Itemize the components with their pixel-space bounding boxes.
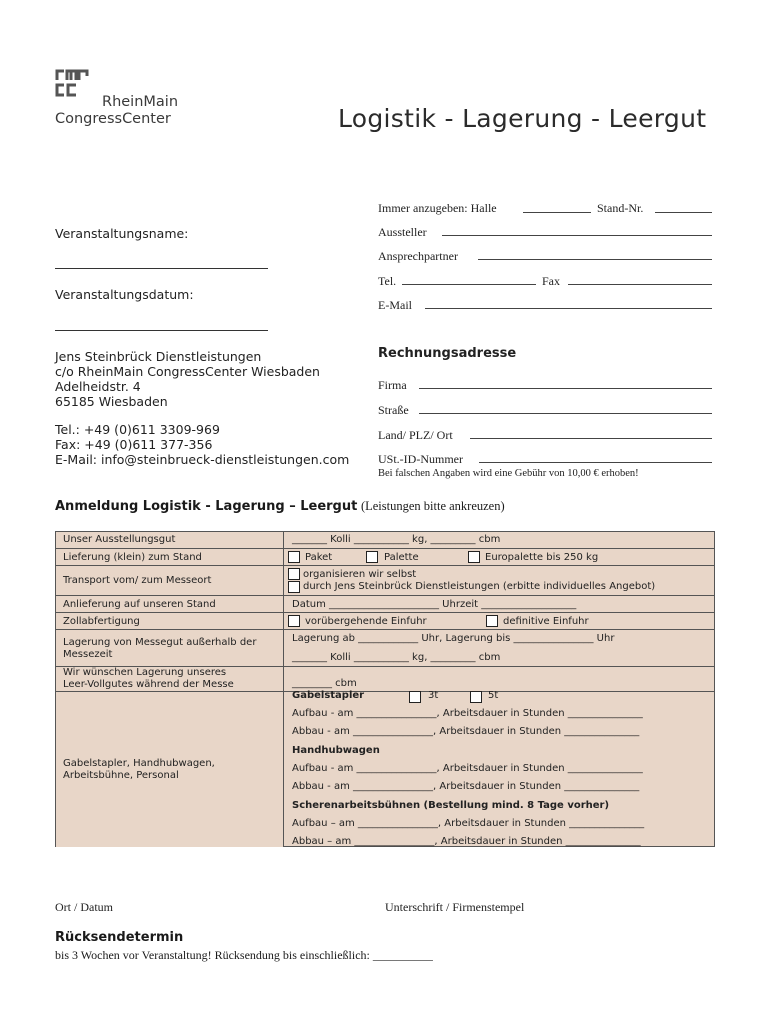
- event-date-label: Veranstaltungsdatum:: [55, 287, 194, 302]
- row-label-line2: Messezeit: [63, 649, 113, 660]
- strasse-field[interactable]: [419, 413, 712, 414]
- table-row: [56, 548, 714, 565]
- definitive-import-checkbox[interactable]: [486, 615, 498, 627]
- service-address: [55, 349, 320, 409]
- fax-field[interactable]: [568, 284, 712, 285]
- definitive-import-label: definitive Einfuhr: [503, 616, 589, 627]
- palette-checkbox[interactable]: [366, 551, 378, 563]
- stand-label: Stand-Nr.: [597, 201, 644, 215]
- temporary-import-label: vorübergehende Einfuhr: [305, 616, 427, 627]
- forklift-setup-field[interactable]: Aufbau - am ________________, Arbeitsdauer in Stunden _______________: [292, 708, 643, 719]
- land-field[interactable]: [470, 438, 712, 439]
- storage-volume-field[interactable]: _______ Kolli ___________ kg, _________ cbm: [292, 652, 501, 663]
- registration-title: Anmeldung Logistik - Lagerung – Leergut: [55, 499, 358, 514]
- address-line1: Jens Steinbrück Dienstleistungen: [55, 349, 262, 364]
- event-date-field[interactable]: [55, 330, 268, 331]
- stand-field[interactable]: [655, 212, 712, 213]
- address-line3: Adelheidstr. 4: [55, 379, 141, 394]
- table-row: [56, 565, 714, 595]
- forklift-3t-checkbox[interactable]: [409, 691, 421, 703]
- forklift-3t-label: 3t: [428, 690, 439, 701]
- event-name-label: Veranstaltungsname:: [55, 226, 189, 241]
- steinbrueck-transport-checkbox[interactable]: [288, 581, 300, 593]
- row-label: Anlieferung auf unseren Stand: [63, 599, 216, 610]
- logo-line2: CongressCenter: [55, 111, 171, 127]
- scissor-lift-heading: Scherenarbeitsbühnen (Bestellung mind. 8 Tage vorher): [292, 800, 610, 811]
- registration-hint: (Leistungen bitte ankreuzen): [360, 499, 505, 513]
- row-label: Transport vom/ zum Messeort: [63, 575, 212, 586]
- storage-period-field[interactable]: Lagerung ab ____________ Uhr, Lagerung bis ________________ Uhr: [292, 633, 615, 644]
- empties-volume-field[interactable]: ________ cbm: [292, 678, 357, 689]
- services-table: [55, 531, 715, 847]
- logo-text: [55, 94, 178, 128]
- ustid-label: USt.-ID-Nummer: [378, 452, 463, 466]
- document-title: Logistik - Lagerung - Leergut: [338, 104, 707, 133]
- pallet-truck-dismantle-field[interactable]: Abbau - am ________________, Arbeitsdauer in Stunden _______________: [292, 781, 640, 792]
- scissor-lift-dismantle-field[interactable]: Abbau – am ________________, Arbeitsdauer in Stunden _______________: [292, 836, 641, 847]
- hall-field[interactable]: [523, 212, 591, 213]
- self-organise-label: organisieren wir selbst: [303, 569, 417, 580]
- return-deadline-text: bis 3 Wochen vor Veranstaltung! Rücksendung bis einschließlich: __________: [55, 948, 433, 962]
- strasse-label: Straße: [378, 403, 409, 417]
- aussteller-label: Aussteller: [378, 225, 427, 239]
- address-email: E-Mail: info@steinbrueck-dienstleistungen.com: [55, 452, 350, 467]
- forklift-dismantle-field[interactable]: Abbau - am ________________, Arbeitsdauer in Stunden _______________: [292, 726, 640, 737]
- goods-field[interactable]: _______ Kolli ___________ kg, _________ cbm: [292, 534, 501, 545]
- row-label-line2: Arbeitsbühne, Personal: [63, 770, 179, 781]
- firma-label: Firma: [378, 378, 407, 392]
- contact-field[interactable]: [478, 259, 712, 260]
- europalette-label: Europalette bis 250 kg: [485, 552, 599, 563]
- address-line2: c/o RheinMain CongressCenter Wiesbaden: [55, 364, 320, 379]
- address-line4: 65185 Wiesbaden: [55, 394, 168, 409]
- land-label: Land/ PLZ/ Ort: [378, 428, 453, 442]
- address-tel: Tel.: +49 (0)611 3309-969: [55, 422, 220, 437]
- self-organise-checkbox[interactable]: [288, 568, 300, 580]
- table-row: [56, 691, 714, 847]
- return-deadline-heading: Rücksendetermin: [55, 930, 184, 945]
- steinbrueck-transport-label: durch Jens Steinbrück Dienstleistungen (erbitte individuelles Angebot): [303, 581, 656, 592]
- table-row: [56, 629, 714, 666]
- event-name-field[interactable]: [55, 268, 268, 269]
- tel-field[interactable]: [402, 284, 536, 285]
- palette-label: Palette: [384, 552, 419, 563]
- delivery-date-field[interactable]: Datum ______________________ Uhrzeit ___________________: [292, 599, 577, 610]
- forklift-5t-label: 5t: [488, 690, 499, 701]
- address-fax: Fax: +49 (0)611 377-356: [55, 437, 213, 452]
- row-label: Lieferung (klein) zum Stand: [63, 552, 202, 563]
- signature-label: Unterschrift / Firmenstempel: [385, 900, 525, 914]
- europalette-checkbox[interactable]: [468, 551, 480, 563]
- row-label-line2: Leer-Vollgutes während der Messe: [63, 679, 234, 690]
- registration-heading: [55, 498, 505, 514]
- row-label: Zollabfertigung: [63, 616, 140, 627]
- logo-line1: RheinMain: [102, 94, 179, 110]
- forklift-heading: Gabelstapler: [292, 690, 365, 701]
- row-label-line1: Lagerung von Messegut außerhalb der: [63, 637, 257, 648]
- row-label-line1: Wir wünschen Lagerung unseres: [63, 667, 227, 678]
- tel-label: Tel.: [378, 274, 397, 288]
- hall-label: Immer anzugeben: Halle: [378, 201, 497, 215]
- aussteller-field[interactable]: [442, 235, 712, 236]
- forklift-5t-checkbox[interactable]: [470, 691, 482, 703]
- scissor-lift-setup-field[interactable]: Aufbau – am ________________, Arbeitsdauer in Stunden _______________: [292, 818, 645, 829]
- pallet-truck-setup-field[interactable]: Aufbau - am ________________, Arbeitsdauer in Stunden _______________: [292, 763, 643, 774]
- email-field[interactable]: [425, 308, 712, 309]
- paket-label: Paket: [305, 552, 333, 563]
- fax-label: Fax: [542, 274, 560, 288]
- contact-label: Ansprechpartner: [378, 249, 458, 263]
- billing-note: Bei falschen Angaben wird eine Gebühr von 10,00 € erhoben!: [378, 468, 639, 479]
- table-row: [56, 532, 714, 548]
- place-date-label: Ort / Datum: [55, 900, 113, 914]
- ustid-field[interactable]: [479, 462, 712, 463]
- row-label-line1: Gabelstapler, Handhubwagen,: [63, 758, 215, 769]
- paket-checkbox[interactable]: [288, 551, 300, 563]
- pallet-truck-heading: Handhubwagen: [292, 745, 380, 756]
- billing-heading: Rechnungsadresse: [378, 346, 517, 361]
- row-label: Unser Ausstellungsgut: [63, 534, 176, 545]
- table-row: [56, 612, 714, 629]
- email-label: E-Mail: [378, 298, 412, 312]
- firma-field[interactable]: [419, 388, 712, 389]
- temporary-import-checkbox[interactable]: [288, 615, 300, 627]
- service-contact: [55, 422, 349, 467]
- table-row: [56, 595, 714, 612]
- table-row: [56, 666, 714, 691]
